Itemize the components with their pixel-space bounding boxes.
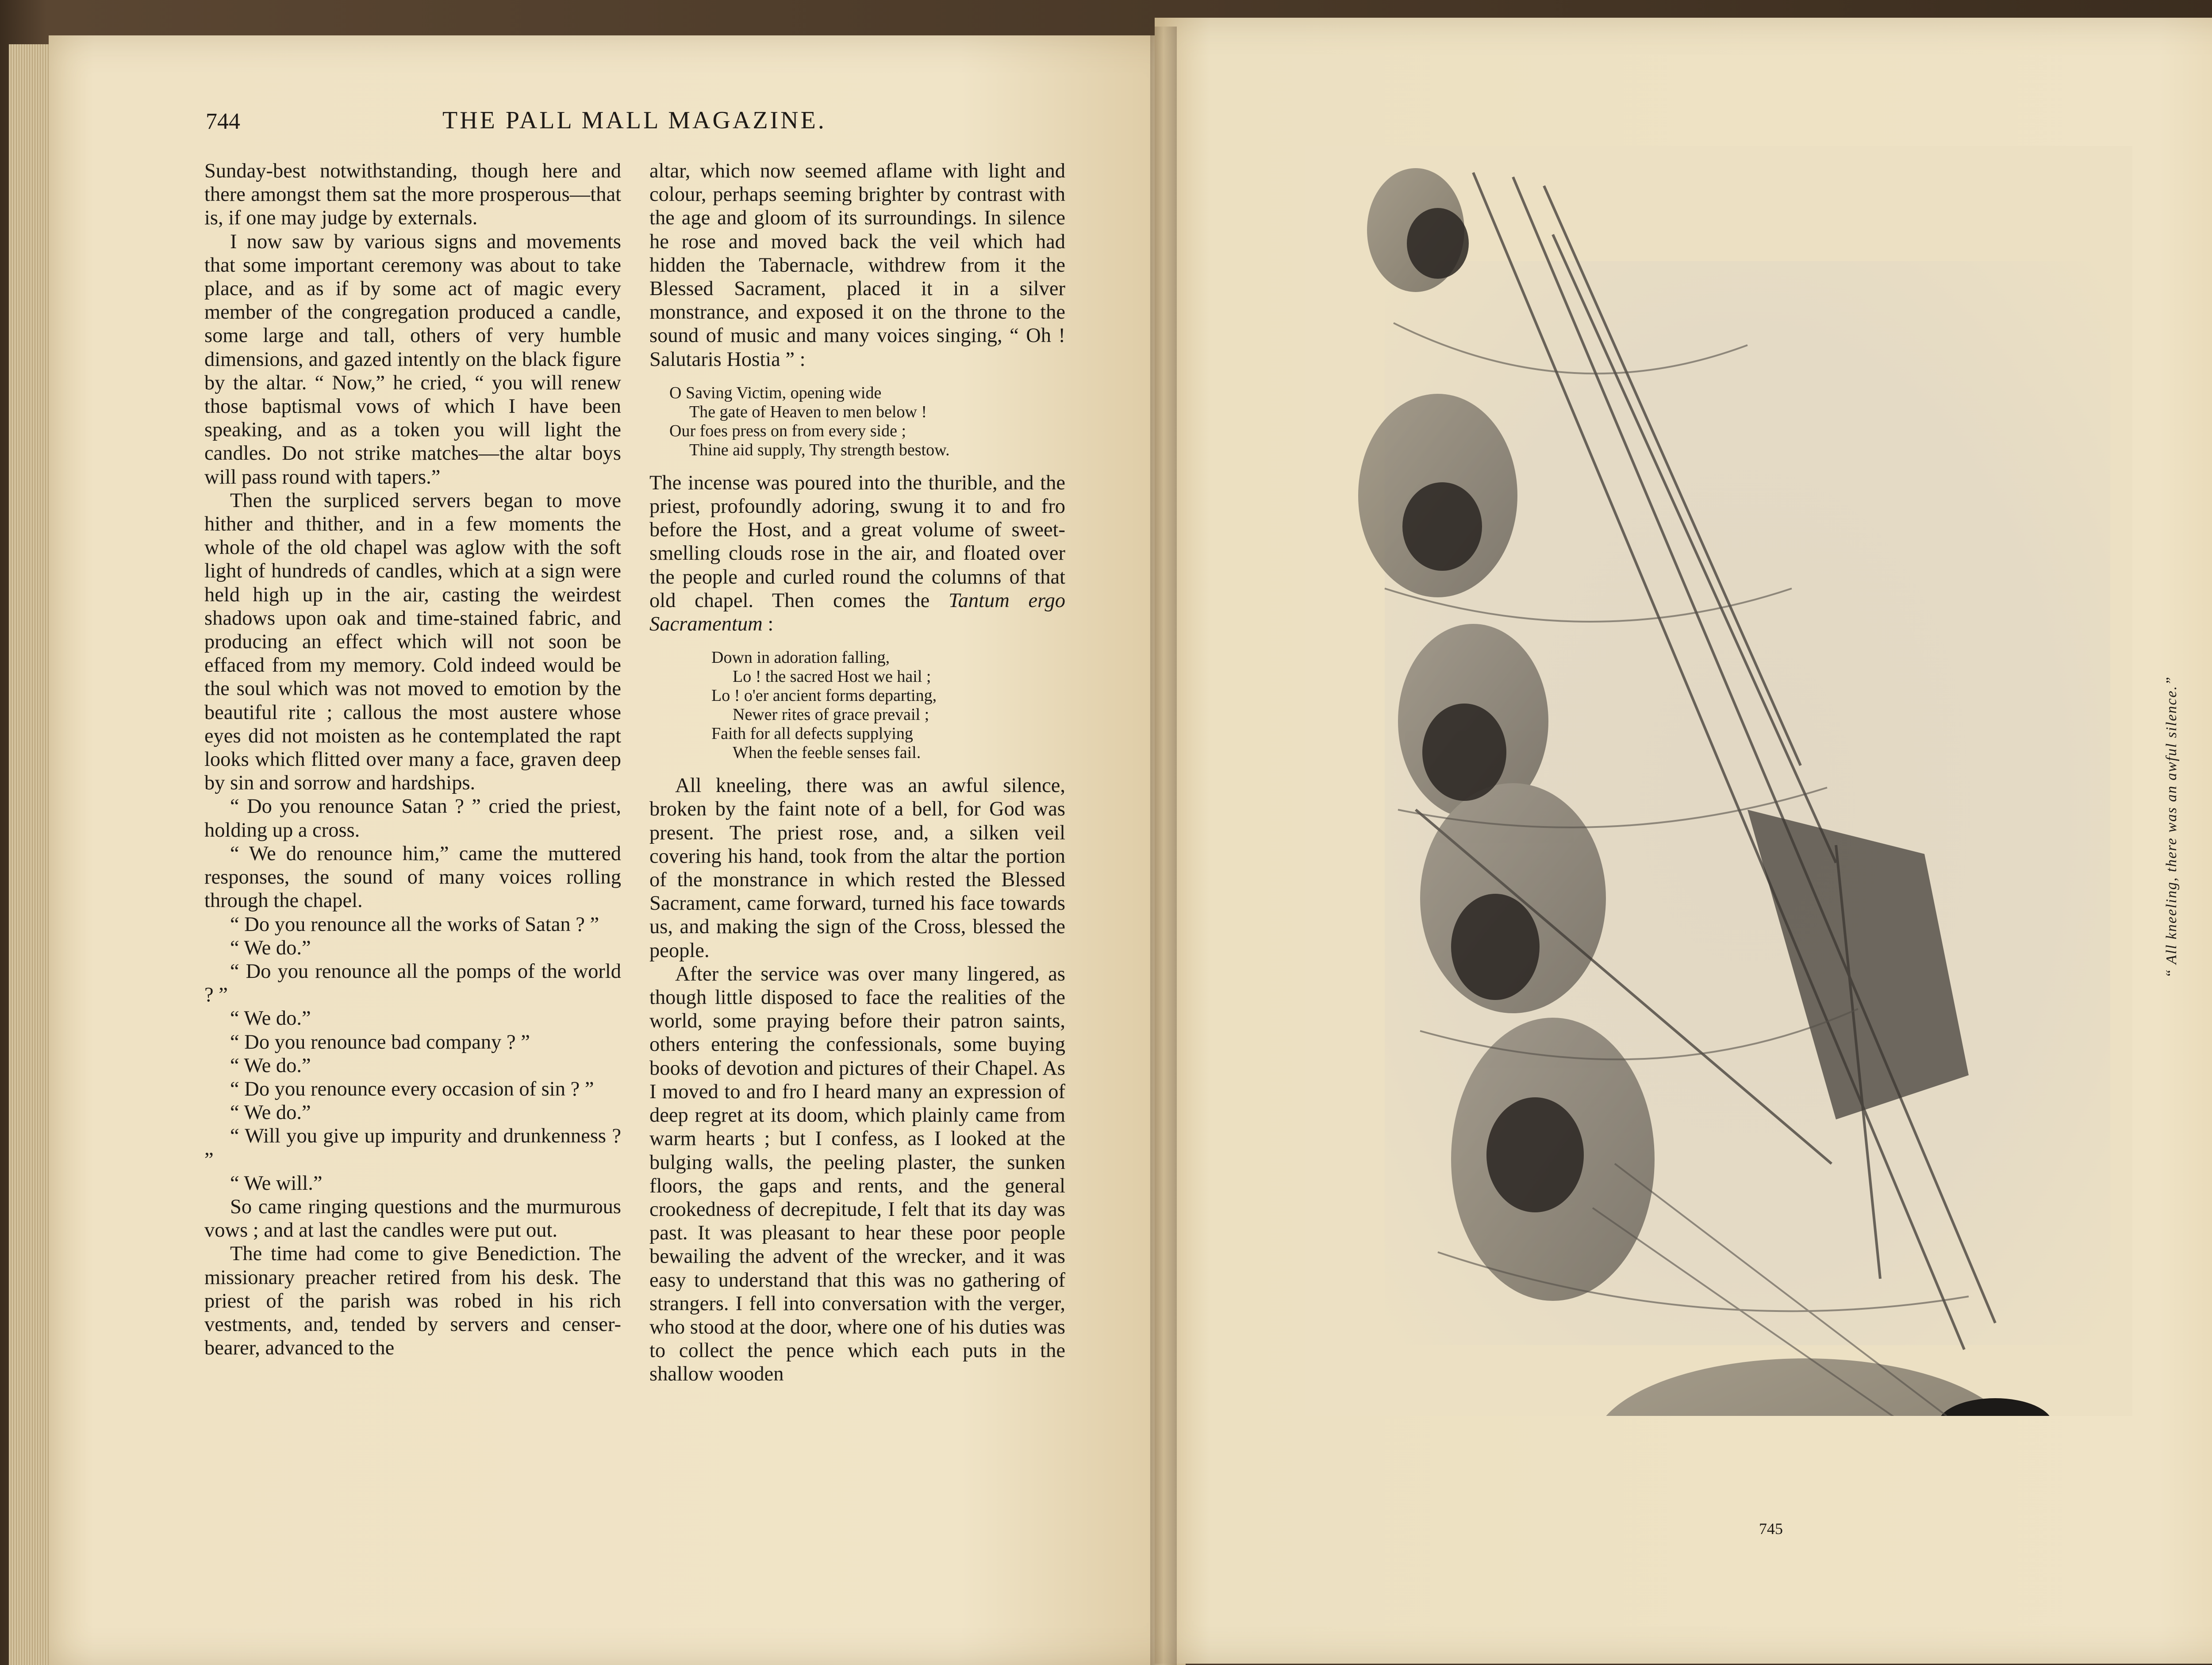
paragraph: “ Do you renounce every occasion of sin ? ”	[230, 1077, 594, 1100]
paragraph: The time had come to give Benediction. The missionary preacher retired from his desk. The priest of the parish was robed in his rich vestments, and, tended by servers and censer-bearer, advanced to the	[204, 1242, 621, 1360]
sketch-drawing	[1305, 146, 2132, 1416]
hymn-line: Our foes press on from every side ;	[669, 421, 906, 440]
paragraph: “ Do you renounce bad company ? ”	[230, 1031, 530, 1054]
illustration-caption: “ All kneeling, there was an awful silence.”	[2163, 676, 2180, 978]
paragraph: “ We do.”	[230, 936, 311, 959]
hymn-tantum-ergo	[649, 648, 1065, 762]
hymn-line: Lo ! o'er ancient forms departing,	[711, 686, 937, 705]
paragraph: Sunday-best notwithstanding, though here and there amongst them sat the more prosperous—that is, if one may judge by externals.	[204, 160, 621, 230]
paragraph: “ We will.”	[230, 1172, 323, 1195]
text-column-1	[204, 159, 621, 1360]
paragraph: “ Do you renounce Satan ? ” cried the priest, holding up a cross.	[204, 795, 621, 842]
kneeling-congregation-illustration	[1305, 146, 2132, 1416]
hymn-line: The gate of Heaven to men below !	[689, 402, 927, 421]
paragraph: “ We do.”	[230, 1101, 311, 1124]
hymn-line: Down in adoration falling,	[711, 648, 890, 667]
paragraph: “ Do you renounce all the pomps of the world ? ”	[204, 960, 621, 1007]
paragraph: “ Will you give up impurity and drunkenness ? ”	[204, 1125, 621, 1171]
paragraph: “ Do you renounce all the works of Satan ? ”	[230, 913, 599, 936]
paragraph: After the service was over many lingered, as though little disposed to face the realities of the world, some praying before their patron saints, others entering the confessionals, some buying books of devotion and pictures of their Chapel. As I moved to and fro I heard many an expression of deep regret at its doom, which plainly came from warm hearts ; but I confess, as I looked at the bulging walls, the peeling plaster, the sunken floors, the gaps and rents, and the general crookedness of decrepitude, I felt that its day was past. It was pleasant to hear these poor people bewailing the advent of the wrecker, and it was easy to understand that this was no gathering of strangers. I fell into conversation with the verger, who stood at the door, where one of his duties was to collect the pence which each puts in the shallow wooden	[649, 962, 1065, 1386]
paragraph: I now saw by various signs and movements that some important ceremony was about to take place, and as if by some act of magic every member of the congregation produced a candle, some large and tall, others of very humble dimensions, and gazed intently on the black figure by the altar. “ Now,” he cried, “ you will renew those baptismal vows of which I have been speaking, and as a token you will light the candles. Do not strike matches—the altar boys will pass round with tapers.”	[204, 230, 621, 488]
tantum-ergo-title: Tantum ergo Sacramentum	[649, 589, 1066, 636]
running-head: THE PALL MALL MAGAZINE.	[442, 107, 826, 134]
paragraph: Then the surpliced servers began to move hither and thither, and in a few moments the whole of the old chapel was aglow with the soft light of hundreds of candles, which at a sign were held high up in the air, casting the weirdest shadows upon oak and time-stained fabric, and producing an effect which will not soon be effaced from my memory. Cold indeed would be the soul which was not moved to emotion by the beautiful rite ; callous the most austere whose eyes did not moisten as he contemplated the rapt looks which flitted over many a face, graven deep by sin and sorrow and hardships.	[204, 489, 621, 795]
hymn-line: Thine aid supply, Thy strength bestow.	[689, 440, 950, 459]
book-gutter	[1150, 27, 1177, 1665]
text-column-2	[649, 159, 1065, 1386]
paragraph: “ We do.”	[230, 1007, 311, 1030]
paragraph: So came ringing questions and the murmurous vows ; and at last the candles were put out.	[204, 1195, 621, 1242]
hymn-line: Newer rites of grace prevail ;	[733, 705, 929, 724]
paragraph: “ We do.”	[230, 1054, 311, 1077]
left-page-edges	[9, 44, 53, 1665]
hymn-line: When the feeble senses fail.	[733, 743, 921, 762]
hymn-line: O Saving Victim, opening wide	[669, 383, 882, 402]
hymn-line: Faith for all defects supplying	[711, 724, 913, 743]
paragraph: “ We do renounce him,” came the muttered responses, the sound of many voices rolling through the chapel.	[204, 842, 621, 912]
page-number-right: 745	[1759, 1520, 1783, 1538]
hymn-o-salutaris	[649, 384, 1065, 460]
paragraph: The incense was poured into the thurible, and the priest, profoundly adoring, swung it to and fro before the Host, and a great volume of sweet-smelling clouds rose in the air, and floated over the people and curled round the columns of that old chapel. Then comes the Tantum ergo Sacramentum :	[649, 471, 1066, 636]
hymn-line: Lo ! the sacred Host we hail ;	[733, 667, 931, 686]
page-number-left: 744	[206, 109, 240, 134]
paragraph: All kneeling, there was an awful silence, broken by the faint note of a bell, for God was present. The priest rose, and, a silken veil covering his hand, took from the altar the portion of the monstrance in which rested the Blessed Sacrament, came forward, turned his face towards us, and making the sign of the Cross, blessed the people.	[649, 774, 1065, 962]
paragraph: altar, which now seemed aflame with light and colour, perhaps seeming brighter by contrast with the age and gloom of its surroundings. In silence he rose and moved back the veil which had hidden the Tabernacle, withdrew from it the Blessed Sacrament, placed it in a silver monstrance, and exposed it on the throne to the sound of music and many voices singing, “ Oh ! Salutaris Hostia ” :	[649, 160, 1065, 371]
paragraph-text: The incense was poured into the thurible, and the priest, profoundly adoring, swung it to and fro before the Host, and a great volume of sweet-smelling clouds rose in the air, and floated over the people and curled round the columns of that old chapel. Then comes the	[649, 471, 1065, 612]
